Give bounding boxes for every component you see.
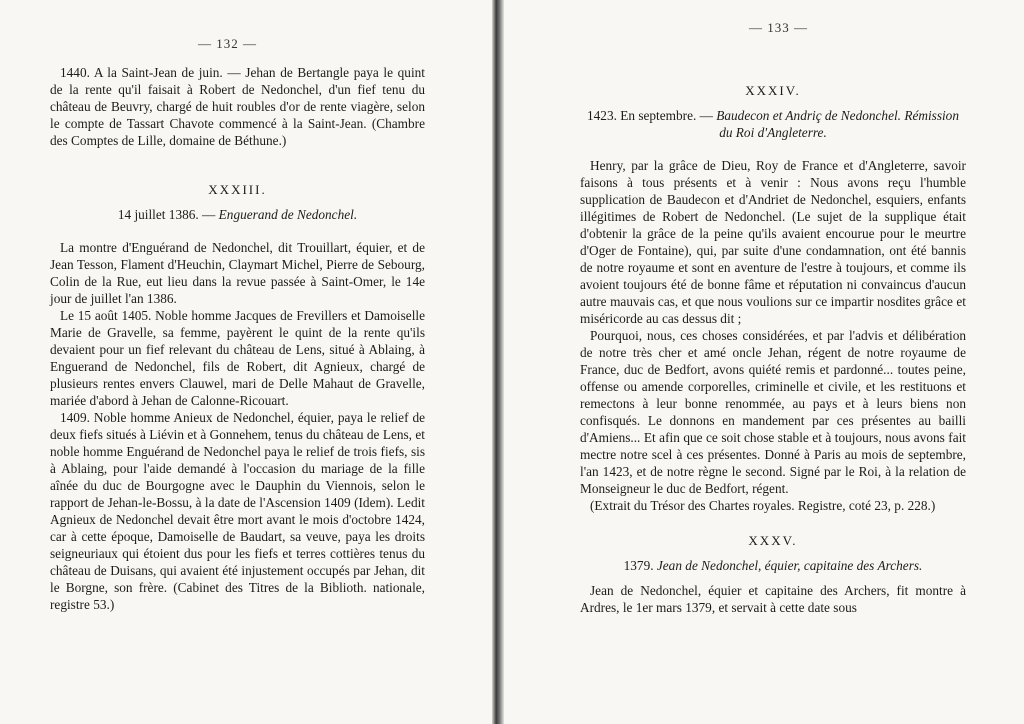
chapter-heading [580,107,966,141]
paragraph: (Extrait du Trésor des Chartes royales. Registre, coté 23, p. 228.) [590,498,936,513]
page-number: — 132 — [198,36,257,51]
left-page-text [50,64,425,613]
heading-title: Baudecon et Andriç de Nedonchel. Rémission du Roi d'Angleterre. [716,108,959,140]
paragraph: Pourquoi, nous, ces choses considérées, et par l'advis et délibération de notre très cher et amé oncle Jehan, régent de notre royaume de France, duc de Bedfort, avons quiété remis et pardonné... toutes peine, offense ou amende corporelles, criminelle et civile, et les restituons et remectons à leur bonne renommée, au pays et à leurs biens non confisqués. Le donnons en mandement par ces présentes au bailli d'Amiens... Et afin que ce soit chose stable et à toujours, nous avons fait mectre notre scel à ces présentes. Donné à Paris au mois de septembre, l'an 1423, et de notre règne le second. Signé par le Roi, à la relation de Monseigneur le duc de Bedfort, régent. [580,328,966,496]
paragraph: Henry, par la grâce de Dieu, Roy de France et d'Angleterre, savoir faisons à tous présents et à venir : Nous avons reçu l'humble supplication de Baudecon et d'Andriet de Nedonchel, esquiers, enfants illégitimes de Robert de Nedonchel. (Le sujet de la supplique était d'obtenir la grâce de la peine qu'ils avaient encourue pour le meurtre d'Oger de Fontaine), qui, par suite d'une condamnation, ont été bannis de notre royaume et sont en aventure de l'estre à toujours, et comme ils avoient toujours été de bonne fâme et réputation ni convaincus d'aucun autre mauvais cas, et que nous voulions sur ce impartir nosdites grâce et miséricorde au cas dessus dit ; [580,158,966,326]
paragraph: 1409. Noble homme Anieux de Nedonchel, équier, paya le relief de deux fiefs situés à Liévin et à Gonnehem, tenus du château de Lens, et noble homme Enguérand de Nedonchel paya le relief de trois fiefs, sis à Ablaing, pour l'aide demandé à l'occasion du mariage de la fille aînée du duc de Bourgogne avec le Dauphin du Viennois, selon le rapport de Jehan-le-Bossu, à la date de l'Ascension 1409 (Idem). Ledit Agnieux de Nedonchel devait être mort avant le mois d'octobre 1424, car à cette époque, Damoiselle de Baudart, sa veuve, paya les droits seigneuriaux qui étoient dus pour les fiefs et terres cottières tenus du château de Duisans, qui avaient été injustement occupés par Jehan, dit le Borgne, son frère. (Cabinet des Titres de la Biblioth. nationale, registre 53.) [50,410,425,612]
left-page [0,0,492,724]
chapter-number: XXXIII. [208,182,267,197]
heading-date: 1379. [623,558,657,573]
right-page [504,0,1024,724]
book-gutter [492,0,504,724]
heading-date: 14 juillet 1386. — [117,207,219,222]
right-page-text [580,72,966,616]
chapter-heading [50,206,425,223]
paragraph: Le 15 août 1405. Noble homme Jacques de Frevillers et Damoiselle Marie de Gravelle, sa femme, payèrent le quint de la rente qu'ils devaient pour un fief relevant du château de Lens, situé à Ablaing, à Enguerand de Nedonchel, fils de Robert, dit Agnieux, chargé de plusieurs rentes envers Clauwel, mari de Delle Mahaut de Gravelle, mariée d'abord à Jehan de Calonne-Ricouart. [50,308,425,408]
paragraph: Jean de Nedonchel, équier et capitaine des Archers, fit montre à Ardres, le 1er mars 1379, et servait à cette date sous [580,583,966,615]
heading-title: Enguerand de Nedonchel. [218,207,358,222]
paragraph: La montre d'Enguérand de Nedonchel, dit Trouillart, équier, et de Jean Tesson, Flament d'Heuchin, Claymart Michel, Pierre de Sebourg, Colin de la Rue, eut lieu dans la revue passée à Saint-Omer, le 14e jour de juillet l'an 1386. [50,240,425,306]
heading-title: Jean de Nedonchel, équier, capitaine des Archers. [656,558,923,573]
chapter-number: XXXV. [748,533,798,548]
chapter-number: XXXIV. [745,83,801,98]
page-number: — 133 — [749,20,808,35]
heading-date: 1423. En septembre. — [587,108,717,123]
paragraph: 1440. A la Saint-Jean de juin. — Jehan de Bertangle paya le quint de la rente qu'il faisait à Robert de Nedonchel, d'un fief tenu du château de Beuvry, chargé de huit roubles d'or de rente viagère, selon le compte de Tassart Chavote commencé à la Saint-Jean. (Chambre des Comptes de Lille, domaine de Béthune.) [50,65,425,148]
chapter-heading [580,557,966,574]
